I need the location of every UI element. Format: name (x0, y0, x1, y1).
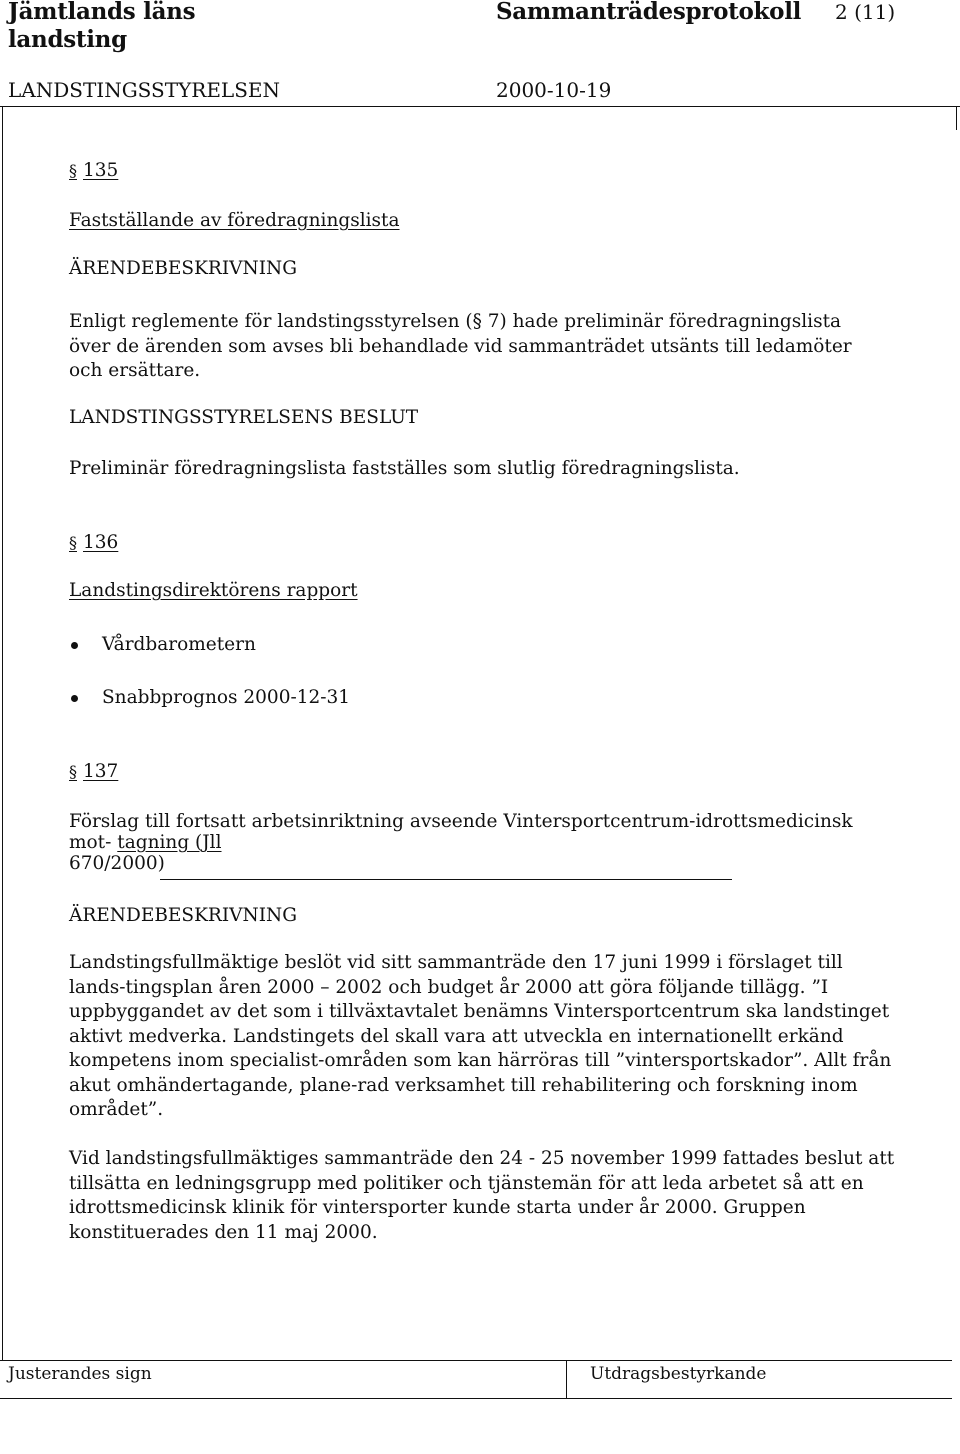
footer-bottom-line (0, 1398, 952, 1399)
organization-name: Jämtlands läns (8, 0, 196, 25)
section-136-number: § 136 (69, 532, 119, 553)
section-136-title: Landstingsdirektörens rapport (69, 580, 358, 601)
paragraph-symbol: § (69, 161, 77, 180)
document-type: Sammanträdesprotokoll (496, 0, 802, 25)
decision-text: Preliminär föredragningslista fastställes som slutlig föredragningslista. (69, 458, 740, 479)
meeting-date: 2000-10-19 (496, 78, 612, 102)
section-135-number: § 135 (69, 160, 119, 181)
header-divider (0, 106, 960, 107)
footer-separator (566, 1360, 567, 1398)
section-135-case-text: Enligt reglemente för landstingsstyrelsen (§ 7) hade preliminär föredragningslista över de ärenden som avses bli behandlade vid sammanträdet utsänts till ledamöter och ersättare. (69, 311, 852, 381)
section-137-title: Förslag till fortsatt arbetsinriktning avseende Vintersportcentrum-idrottsmedicinsk mot- tagning (Jll 670/2000) (69, 811, 853, 874)
section-137-number: § 137 (69, 761, 119, 782)
section-137-paragraph-2: Vid landstingsfullmäktiges sammanträde den 24 - 25 november 1999 fattades beslut att tillsätta en ledningsgrupp med politiker och tjänstemän för att leda arbetet så att en idrottsmedicinsk klinik för vintersporter kunde starta under år 2000. Gruppen konstituerades den 11 maj 2000. (69, 1148, 895, 1243)
title-underline (160, 879, 732, 880)
report-item: Snabbprognos 2000-12-31 (102, 687, 351, 708)
committee-name: LANDSTINGSSTYRELSEN (8, 78, 281, 102)
footer-divider (0, 1360, 952, 1361)
report-item: Vårdbarometern (102, 634, 256, 655)
section-135-title: Fastställande av föredragningslista (69, 210, 400, 231)
paragraph-symbol: § (69, 533, 77, 552)
bullet-icon (71, 695, 78, 702)
right-margin-tick (956, 106, 957, 130)
organization-name-line2: landsting (8, 26, 127, 53)
paragraph-symbol: § (69, 762, 77, 781)
signature-label: Justerandes sign (8, 1364, 152, 1384)
extract-certification-label: Utdragsbestyrkande (590, 1364, 767, 1384)
bullet-icon (71, 642, 78, 649)
page-number: 2 (11) (835, 0, 896, 24)
section-137-paragraph-1: Landstingsfullmäktige beslöt vid sitt sammanträde den 17 juni 1999 i förslaget till lands-tingsplan åren 2000 – 2002 och budget år 2000 att göra följande tillägg. ”I uppbyggandet av det som i tillväxtavtalet benämns Vintersportcentrum ska landstinget aktivt medverka. Landstingets del skall vara att utveckla en internationellt erkänd kompetens inom specialist-områden som kan härröras till ”vintersportskador”. Allt från akut omhändertagande, plane-rad verksamhet till rehabilitering och forskning inom området”. (69, 952, 892, 1120)
decision-heading: LANDSTINGSSTYRELSENS BESLUT (69, 407, 419, 428)
case-description-heading: ÄRENDEBESKRIVNING (69, 905, 297, 926)
case-description-heading: ÄRENDEBESKRIVNING (69, 258, 297, 279)
left-margin-line (2, 106, 3, 1360)
